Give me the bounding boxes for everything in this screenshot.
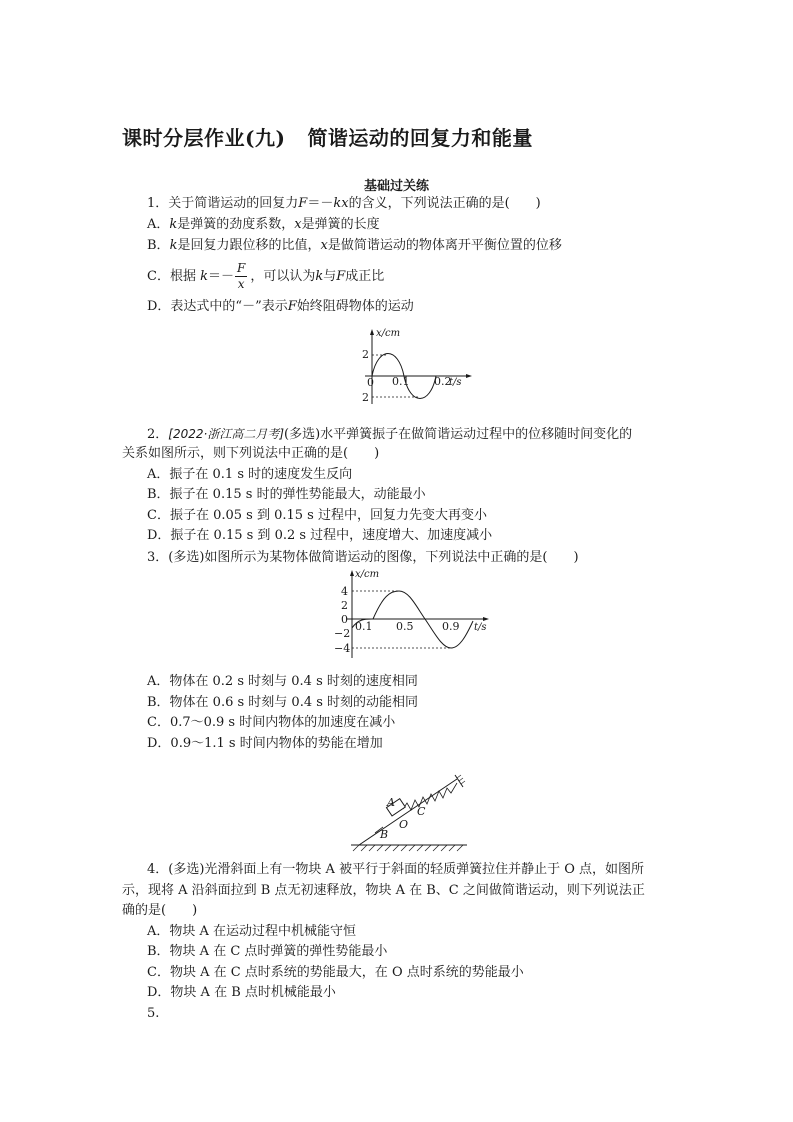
graph1-x-label: t/s <box>449 377 462 388</box>
q4-stem-1: 4．(多选)光滑斜面上有一物块 A 被平行于斜面的轻质弹簧拉住并静止于 O 点，如图所 <box>147 862 644 877</box>
q3-option-d: D．0.9～1.1 s 时间内物体的势能在增加 <box>147 736 383 751</box>
graph1-y-label: x/cm <box>376 328 401 339</box>
graph1-y-bottom: 2 <box>362 391 369 404</box>
q2-stem-2: 关系如图所示，则下列说法中正确的是( ) <box>122 446 380 461</box>
graph2-x-arrow <box>483 617 489 621</box>
q4-option-c: C．物块 A 在 C 点时系统的势能最大，在 O 点时系统的势能最小 <box>147 965 524 980</box>
graph2-tick-2: 0.5 <box>396 620 414 633</box>
label-b: B <box>380 828 389 841</box>
graph2-x-label: t/s <box>474 622 487 633</box>
graph-1-displacement-time <box>350 322 480 412</box>
label-o: O <box>399 818 409 831</box>
graph1-y-arrow <box>370 329 374 335</box>
q3-option-a: A．物体在 0.2 s 时刻与 0.4 s 时刻的速度相同 <box>147 674 418 689</box>
graph-2-displacement-time <box>330 566 500 662</box>
fraction-f-over-x: $\frac{F}{x}$ <box>237 261 246 291</box>
section-heading: 基础过关练 <box>363 179 429 194</box>
q1-option-a: A．k是弹簧的劲度系数，x是弹簧的长度 <box>147 217 380 232</box>
incline-spring-diagram <box>345 765 475 855</box>
incline-surface <box>359 779 457 845</box>
graph2-y-label: x/cm <box>355 569 380 580</box>
q3-option-b: B．物体在 0.6 s 时刻与 0.4 s 时刻的动能相同 <box>147 695 419 710</box>
q4-option-d: D．物块 A 在 B 点时机械能最小 <box>147 985 336 1000</box>
spring <box>403 783 457 810</box>
graph1-y-top: 2 <box>362 348 369 361</box>
graph1-origin: 0 <box>367 376 374 389</box>
q1-stem: 1．关于简谐运动的回复力F＝－kx的含义，下列说法正确的是( ) <box>147 196 541 211</box>
graph2-tick-3: 0.9 <box>442 620 460 633</box>
q1-option-c: C．根据 k＝－ $\frac{F}{x}$ ，可以认为k与F成正比 <box>147 261 385 291</box>
q2-option-a: A．振子在 0.1 s 时的速度发生反向 <box>147 467 353 482</box>
q1-option-d: D．表达式中的“－”表示F始终阻碍物体的运动 <box>147 299 414 314</box>
graph2-y-m2: −2 <box>334 627 351 640</box>
graph2-y-2: 2 <box>341 599 348 612</box>
q4-stem-3: 确的是( ) <box>122 903 198 918</box>
q5-number: 5. <box>147 1006 160 1021</box>
q4-option-b: B．物块 A 在 C 点时弹簧的弹性势能最小 <box>147 944 388 959</box>
q4-stem-2: 示，现将 A 沿斜面拉到 B 点无初速释放，物块 A 在 B、C 之间做简谐运动，则下列说法正 <box>122 883 645 898</box>
ground-hatching <box>353 845 463 851</box>
graph1-x-arrow <box>466 374 472 378</box>
graph1-tick-1: 0.1 <box>392 375 410 388</box>
graph2-y-m4: −4 <box>334 642 351 655</box>
q2-option-d: D．振子在 0.15 s 到 0.2 s 过程中，速度增大、加速度减小 <box>147 528 493 543</box>
graph2-y-0: 0 <box>341 613 348 626</box>
q2-option-c: C．振子在 0.05 s 到 0.15 s 过程中，回复力先变大再变小 <box>147 508 487 523</box>
title-prefix: 课时分层作业(九) <box>122 126 286 150</box>
graph2-tick-1: 0.1 <box>355 620 373 633</box>
q2-option-b: B．振子在 0.15 s 时的弹性势能最大，动能最小 <box>147 487 426 502</box>
q2-stem-1: 2．[2022·浙江高二月考](多选)水平弹簧振子在做简谐运动过程中的位移随时间变化的 <box>147 427 633 442</box>
q3-option-c: C．0.7～0.9 s 时间内物体的加速度在减小 <box>147 715 396 730</box>
q3-stem: 3．(多选)如图所示为某物体做简谐运动的图像，下列说法中正确的是( ) <box>147 550 579 565</box>
label-c: C <box>417 805 426 818</box>
graph1-tick-2: 0.2 <box>434 375 452 388</box>
title-main: 简谐运动的回复力和能量 <box>307 126 533 150</box>
graph2-y-arrow <box>350 570 354 576</box>
graph2-y-4: 4 <box>341 585 348 598</box>
label-a: A <box>387 796 395 809</box>
page-title <box>122 122 533 151</box>
q1-option-b: B．k是回复力跟位移的比值，x是做简谐运动的物体离开平衡位置的位移 <box>147 238 562 253</box>
q4-option-a: A．物块 A 在运动过程中机械能守恒 <box>147 924 357 939</box>
